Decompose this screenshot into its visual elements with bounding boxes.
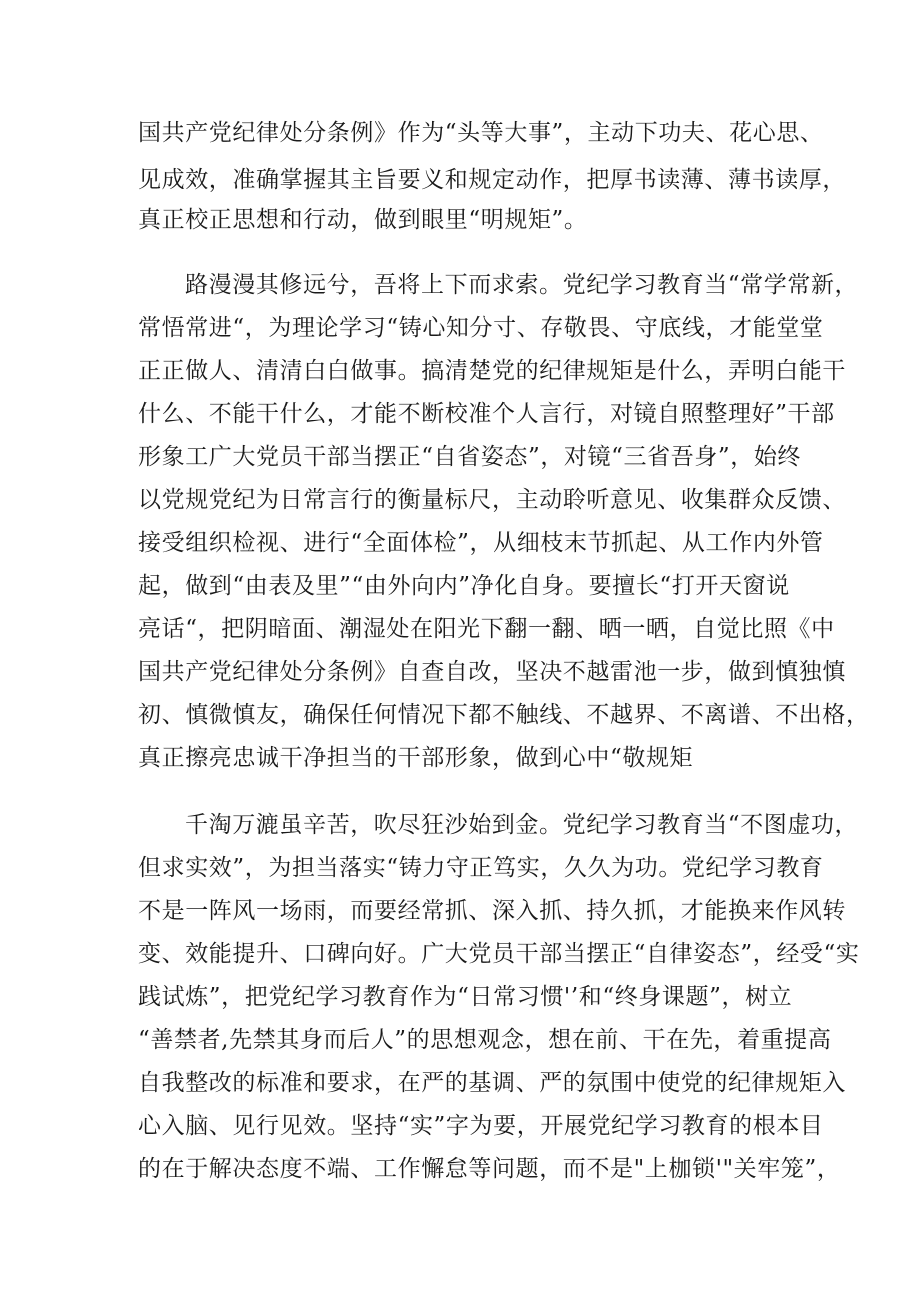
paragraph-3-line-6: “善禁者,先禁其身而后人”的思想观念，想在前、干在先，着重提高 [138, 1027, 832, 1053]
paragraph-2-line-4: 什么、不能干什么，才能不断校准个人言行，对镜自照整理好”干部 [138, 401, 835, 427]
paragraph-2-line-1: 路漫漫其修远兮，吾将上下而求索。党纪学习教育当“常学常新， [185, 272, 859, 298]
paragraph-3-line-1: 千淘万漉虽辛苦，吹尽狂沙始到金。党纪学习教育当“不图虚功， [185, 812, 859, 838]
paragraph-3-line-4: 变、效能提升、口碑向好。广大党员干部当摆正“自律姿态”，经受“实 [138, 941, 860, 967]
paragraph-2-line-9: 亮话“，把阴暗面、潮湿处在阳光下翻一翻、晒一晒，自觉比照《中 [138, 616, 835, 642]
paragraph-3-line-2: 但求实效”，为担当落实“铸力守正笃实，久久为功。党纪学习教育 [138, 855, 824, 881]
paragraph-2-line-10: 国共产党纪律处分条例》自查自改，坚决不越雷池一步，做到慎独慎 [138, 659, 846, 685]
paragraph-3-line-8: 心入脑、见行见效。坚持“实”字为要，开展党纪学习教育的根本目 [138, 1113, 824, 1139]
paragraph-2-line-7: 接受组织检视、进行“全面体检”，从细枝末节抓起、从工作内外管 [138, 530, 824, 556]
paragraph-2-line-12: 真正擦亮忠诚干净担当的干部形象，做到心中“敬规矩 [138, 745, 694, 771]
paragraph-2-line-6: 以党规党纪为日常言行的衡量标尺，主动聆听意见、收集群众反馈、 [138, 487, 846, 513]
paragraph-2-line-2: 常悟常进“，为理论学习“铸心知分寸、存敬畏、守底线，才能堂堂 [138, 315, 824, 341]
paragraph-3-line-5: 践试炼”，把党纪学习教育作为“日常习惯'’和“终身课题”，树立 [138, 984, 793, 1010]
paragraph-3-line-3: 不是一阵风一场雨，而要经常抓、深入抓、持久抓，才能换来作风转 [138, 898, 846, 924]
paragraph-3-line-7: 自我整改的标准和要求，在严的基调、严的氛围中使党的纪律规矩入 [138, 1070, 846, 1096]
paragraph-1-line-1: 国共产党纪律处分条例》作为“头等大事”，主动下功夫、花心思、 [138, 120, 824, 146]
paragraph-2-line-8: 起，做到“由表及里”“由外向内”净化自身。要擅长“打开天窗说 [138, 573, 790, 599]
paragraph-1-line-3: 真正校正思想和行动，做到眼里“明规矩”。 [138, 207, 588, 233]
paragraph-2-line-11: 初、慎微慎友，确保任何情况下都不触线、不越界、不离谱、不出格， [138, 702, 870, 728]
paragraph-1-line-2: 见成效，准确掌握其主旨要义和规定动作，把厚书读薄、薄书读厚， [138, 167, 846, 193]
paragraph-2-line-3: 正正做人、清清白白做事。搞清楚党的纪律规矩是什么，弄明白能干 [138, 358, 846, 384]
paragraph-2-line-5: 形象工广大党员干部当摆正“自省姿态”，对镜“三省吾身”，始终 [138, 444, 802, 470]
paragraph-3-line-9: 的在于解决态度不端、工作懈怠等问题，而不是"上枷锁'"关牢笼”， [138, 1156, 841, 1182]
